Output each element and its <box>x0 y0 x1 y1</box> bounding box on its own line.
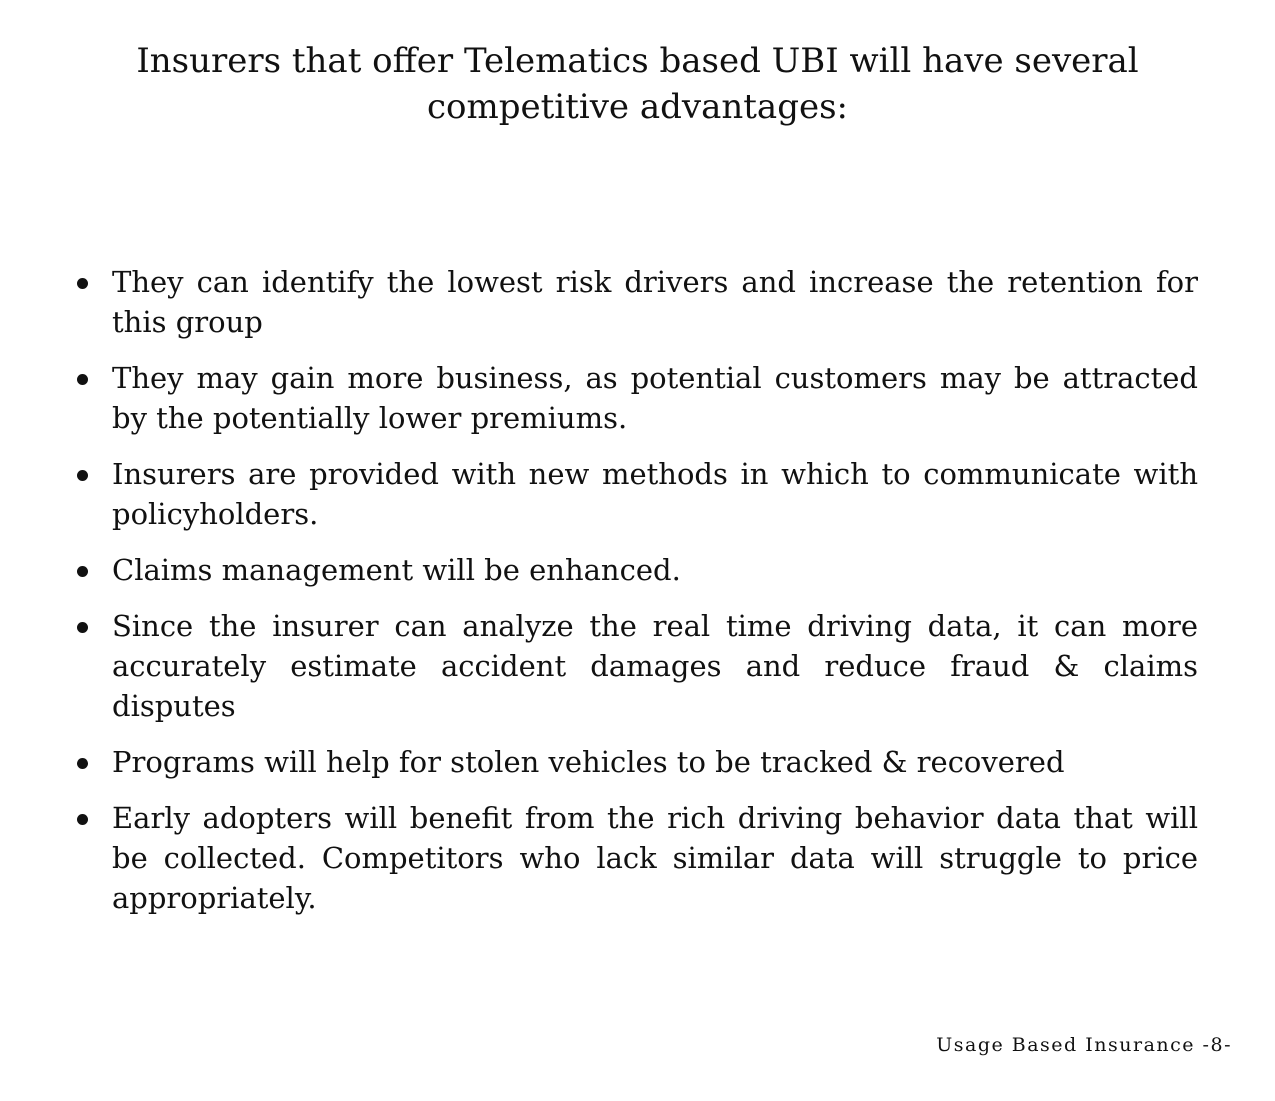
list-item <box>72 454 1198 534</box>
list-item <box>72 358 1198 438</box>
bullet-icon <box>77 470 88 481</box>
list-item-text: Programs will help for stolen vehicles to be tracked & recovered <box>112 745 1065 779</box>
list-item-text: Insurers are provided with new methods in which to communicate with policyholders. <box>112 457 1198 531</box>
bullet-icon <box>77 566 88 577</box>
list-item <box>72 798 1198 918</box>
bullet-icon <box>77 622 88 633</box>
advantages-list <box>72 262 1198 934</box>
list-item-text: Claims management will be enhanced. <box>112 553 681 587</box>
list-item-text: They may gain more business, as potential customers may be attracted by the potentially lower premiums. <box>112 361 1198 435</box>
list-item <box>72 262 1198 342</box>
bullet-icon <box>77 758 88 769</box>
list-item-text: They can identify the lowest risk drivers and increase the retention for this group <box>112 265 1198 339</box>
list-item <box>72 550 1198 590</box>
bullet-icon <box>77 374 88 385</box>
slide-title: Insurers that offer Telematics based UBI will have several competitive advantages: <box>136 41 1139 127</box>
bullet-icon <box>77 814 88 825</box>
page-footer: Usage Based Insurance -8- <box>936 1034 1232 1056</box>
list-item <box>72 606 1198 726</box>
list-item-text: Early adopters will benefit from the rich driving behavior data that will be collected. Competitors who lack similar data will struggle to price appropriately. <box>112 801 1198 915</box>
bullet-icon <box>77 278 88 289</box>
list-item-text: Since the insurer can analyze the real time driving data, it can more accurately estimate accident damages and reduce fraud & claims disputes <box>112 609 1198 723</box>
list-item <box>72 742 1198 782</box>
